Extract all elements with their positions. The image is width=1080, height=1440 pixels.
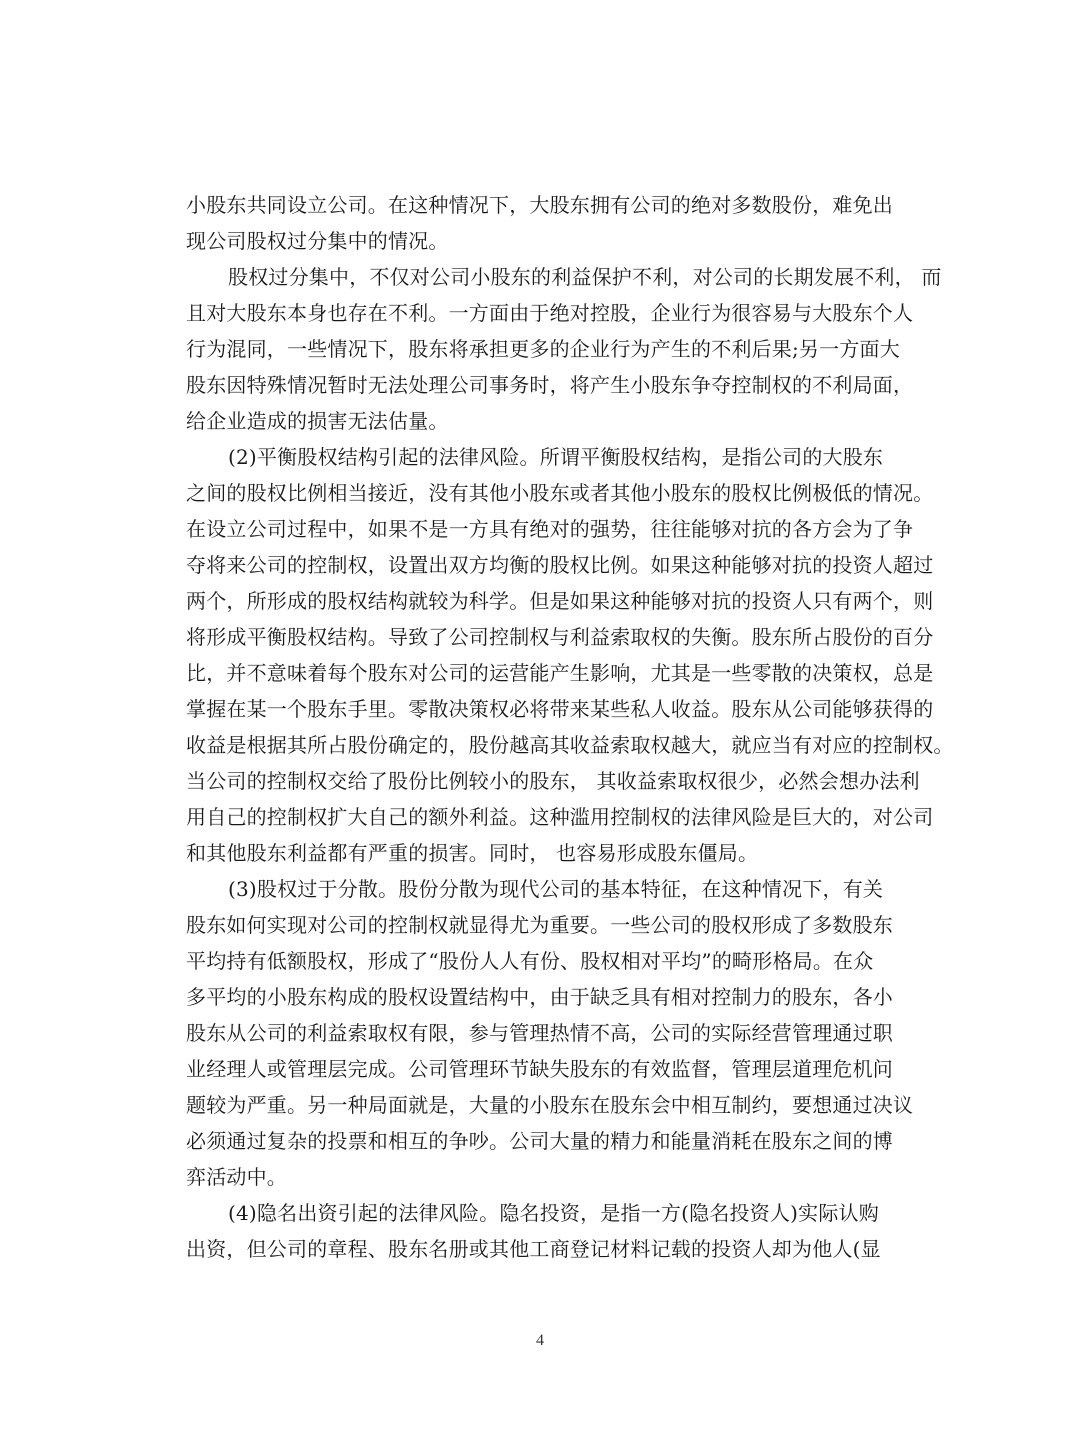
text-line: 收益是根据其所占股份确定的，股份越高其收益索取权越大，就应当有对应的控制权。: [186, 733, 954, 757]
text-line: 必须通过复杂的投票和相互的争吵。公司大量的精力和能量消耗在股东之间的博: [186, 1129, 893, 1153]
text-line: 和其他股东利益都有严重的损害。同时， 也容易形成股东僵局。: [186, 841, 759, 865]
paragraph-first-line: (3)股权过于分散。股份分散为现代公司的基本特征，在这种情况下，有关: [228, 877, 884, 901]
text-line: 小股东共同设立公司。在这种情况下，大股东拥有公司的绝对多数股份，难免出: [186, 193, 893, 217]
text-line: 当公司的控制权交给了股份比例较小的股东， 其收益索取权很少，必然会想办法利: [186, 769, 920, 793]
text-line: 出资，但公司的章程、股东名册或其他工商登记材料记载的投资人却为他人(显: [186, 1237, 881, 1261]
page-number: 4: [536, 1332, 544, 1349]
body-text: [186, 187, 954, 1267]
text-line: 平均持有低额股权，形成了“股份人人有份、股权相对平均”的畸形格局。在众: [186, 949, 874, 973]
text-line: 之间的股权比例相当接近，没有其他小股东或者其他小股东的股权比例极低的情况。: [186, 481, 934, 505]
text-line: 题较为严重。另一种局面就是，大量的小股东在股东会中相互制约，要想通过决议: [186, 1093, 914, 1117]
text-line: 股东从公司的利益索取权有限，参与管理热情不高，公司的实际经营管理通过职: [186, 1021, 893, 1045]
text-line: 弈活动中。: [186, 1165, 287, 1189]
paragraph-first-line: 股权过分集中，不仅对公司小股东的利益保护不利，对公司的长期发展不利， 而: [228, 265, 942, 289]
text-line: 将形成平衡股权结构。导致了公司控制权与利益索取权的失衡。股东所占股份的百分: [186, 625, 934, 649]
text-line: 且对大股东本身也存在不利。一方面由于绝对控股，企业行为很容易与大股东个人: [186, 301, 914, 325]
paragraph-first-line: (2)平衡股权结构引起的法律风险。所谓平衡股权结构，是指公司的大股东: [228, 445, 884, 469]
text-line: 行为混同，一些情况下，股东将承担更多的企业行为产生的不利后果;另一方面大: [186, 337, 900, 361]
text-line: 掌握在某一个股东手里。零散决策权必将带来某些私人收益。股东从公司能够获得的: [186, 697, 934, 721]
text-line: 股东如何实现对公司的控制权就显得尤为重要。一些公司的股权形成了多数股东: [186, 913, 893, 937]
text-line: 给企业造成的损害无法估量。: [186, 409, 449, 433]
text-line: 用自己的控制权扩大自己的额外利益。这种滥用控制权的法律风险是巨大的，对公司: [186, 805, 934, 829]
text-line: 在设立公司过程中，如果不是一方具有绝对的强势，往往能够对抗的各方会为了争: [186, 517, 914, 541]
text-line: 现公司股权过分集中的情况。: [186, 229, 449, 253]
text-line: 夺将来公司的控制权，设置出双方均衡的股权比例。如果这种能够对抗的投资人超过: [186, 553, 934, 577]
text-line: 比，并不意味着每个股东对公司的运营能产生影响，尤其是一些零散的决策权，总是: [186, 661, 934, 685]
text-line: 业经理人或管理层完成。公司管理环节缺失股东的有效监督，管理层道理危机问: [186, 1057, 893, 1081]
text-line: 股东因特殊情况暂时无法处理公司事务时，将产生小股东争夺控制权的不利局面，: [186, 373, 914, 397]
paragraph-first-line: (4)隐名出资引起的法律风险。隐名投资，是指一方(隐名投资人)实际认购: [228, 1201, 879, 1225]
text-line: 多平均的小股东构成的股权设置结构中，由于缺乏具有相对控制力的股东，各小: [186, 985, 893, 1009]
text-line: 两个，所形成的股权结构就较为科学。但是如果这种能够对抗的投资人只有两个，则: [186, 589, 934, 613]
